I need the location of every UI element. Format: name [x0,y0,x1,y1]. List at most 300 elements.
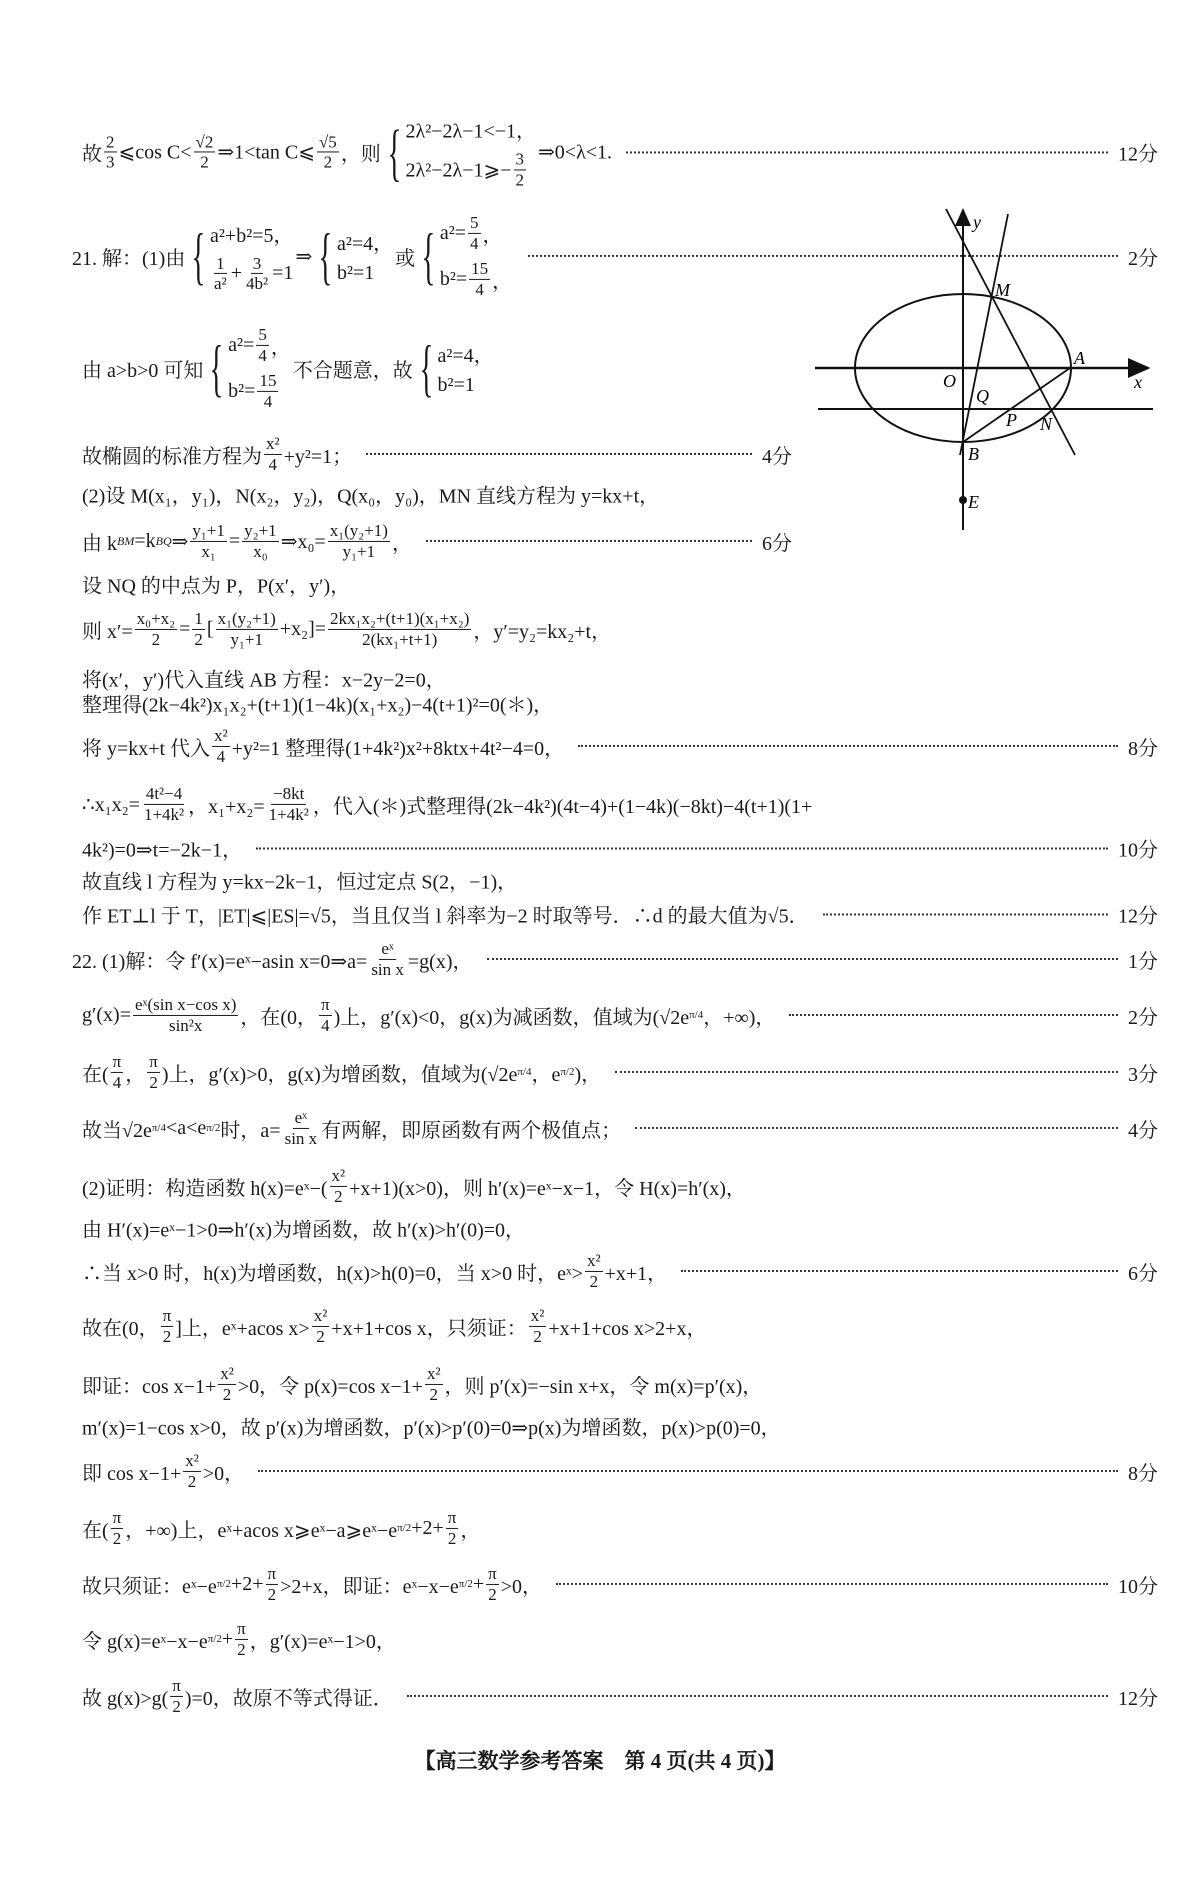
denominator: 2 [515,170,525,189]
denominator: 4 [112,1072,122,1092]
denominator: 4 [258,345,267,365]
text-run: <a<e [165,1116,207,1139]
text-run: )上，g′(x)<0，g(x)为减函数，值域为(√2e [333,1006,690,1029]
text-run: +x+1+cos x，只须证： [331,1317,527,1340]
label-m: M [995,280,1010,300]
text-run: 有两解，即原函数有两个极值点； [321,1119,622,1142]
solution-line [82,1214,1158,1243]
score-label: 3分 [1128,1063,1158,1086]
dot-leader [823,913,1108,915]
numerator: π [447,1507,457,1527]
fraction [369,939,406,979]
solution-line [82,1166,1158,1206]
numerator: x² [530,1305,545,1325]
fraction [218,1364,236,1404]
denominator: 4 [321,1015,330,1035]
line-content [82,900,809,929]
numerator: 1 [194,608,203,628]
dot-leader [789,1014,1118,1016]
brace-icon: { [419,332,434,403]
numerator: √2 [195,131,214,151]
dot-leader [407,1695,1108,1697]
text-run: +x₂]= [279,617,327,640]
denominator: x₁ [201,541,216,561]
line-content [82,834,242,863]
score-label: 4分 [1128,1119,1158,1142]
numerator: 4t²−4 [145,783,183,803]
fraction [142,784,186,824]
line-content [82,1564,542,1604]
text-run: ，y′=y₂=kx₂+t， [473,620,612,643]
text-run: = [228,529,241,552]
text-run: (2)证明：构造函数 h(x)=eˣ−( [82,1177,328,1200]
numerator: x² [220,1363,234,1383]
text-run: +x+1， [604,1262,668,1285]
score-label: 2分 [1128,1006,1158,1029]
line-content [82,1052,601,1092]
fraction [312,1306,330,1346]
text-run: 2λ²−2λ−1⩾− [405,159,512,181]
text-run: ⇒ [295,245,313,268]
numerator: eˣ [381,938,394,958]
solution-line [82,1412,1158,1441]
text-run: 或 [395,247,416,270]
text-run: b²=1 [336,262,375,284]
text-run: ，则 p′(x)=−sin x+x，令 m(x)=p′(x)， [444,1375,763,1398]
text-run: ，+∞)上，eˣ+acos x⩾eˣ−a⩾eˣ−e [125,1519,398,1542]
label-e: E [968,492,979,512]
text-run: ， [492,270,513,293]
subscript: BQ [155,533,172,548]
brace-icon: { [209,332,224,403]
text-run: 4k²)=0⇒t=−2k−1， [82,839,243,862]
line-content [82,1364,762,1404]
numerator: x² [587,1250,601,1270]
subscript: BM [117,533,135,548]
solution-line [82,1052,1158,1092]
solution-line [72,939,1158,979]
denominator: 1+4k² [268,804,309,824]
brace-icon: { [387,116,402,187]
numerator: eˣ [294,1107,308,1127]
denominator: 2 [187,1471,197,1491]
text-run: =k [134,529,156,552]
denominator: y₁+1 [230,629,263,649]
text-run: 在( [82,1063,109,1086]
score-label: 12分 [1118,905,1158,928]
text-run: a²= [228,333,255,356]
fraction [216,609,278,649]
text-run: ，+∞)， [703,1006,776,1029]
solution-line [82,726,1158,766]
dot-leader [635,1127,1118,1129]
text-run: 22. (1)解：令 f′(x)=eˣ−asin x=0⇒a= [72,950,368,973]
text-run: ，代入(＊)式整理得(2k−4k²)(4t−4)+(1−4k)(−8kt)−4(t+1)(1+ [312,795,813,818]
score-label: 8分 [1128,1462,1158,1485]
numerator: π [162,1305,172,1325]
denominator: 2 [200,152,209,172]
denominator: 2 [488,1584,497,1604]
text-run: ⩽cos C< [118,141,192,164]
numerator: y₂+1 [244,520,277,540]
line-content [82,1306,706,1346]
denominator: 1+4k² [143,804,185,824]
numerator: 1 [216,253,225,273]
text-run: b²= [228,379,256,402]
dot-leader [258,1470,1118,1472]
text-run: 设 NQ 的中点为 P，P(x′，y′)， [82,575,351,598]
fraction [425,1364,443,1404]
text-run: 则 x′= [82,620,133,643]
denominator: 2 [172,1696,181,1716]
text-run: ， [391,532,412,555]
denominator: 4b² [245,274,269,293]
denominator: 2 [151,629,161,649]
numerator: x² [185,1450,199,1470]
text-run: + [230,262,242,284]
label-x: x [1134,372,1142,392]
text-run: = [179,617,191,640]
text-run: ，在(0， [240,1006,318,1029]
text-run: 故在(0， [82,1317,159,1340]
line-content [82,1108,621,1148]
fraction [235,1619,248,1659]
solution-line [82,1306,1158,1346]
text-run: ，g′(x)=eˣ−1>0， [249,1630,396,1653]
numerator: 15 [471,259,489,278]
score-label: 6分 [762,532,792,555]
numerator: π [321,994,330,1014]
denominator: sin x [371,959,404,979]
text-run: 故直线 l 方程为 y=kx−2k−1，恒过定点 S(2，−1)， [82,871,518,894]
text-run: ∴x₁x₂= [82,793,140,816]
score-label: 10分 [1118,839,1158,862]
point-e [959,496,967,504]
solution-line [82,1364,1158,1404]
fraction [161,1306,174,1346]
solution-line [82,834,1158,863]
dot-leader [556,1583,1108,1585]
line-content [82,784,812,824]
fraction [147,1052,160,1092]
label-n: N [1040,414,1053,434]
numerator: 3 [252,253,262,273]
label-o: O [943,371,956,391]
numerator: x² [331,1165,346,1185]
text-run: ⇒x₀= [280,530,326,553]
line-content [82,1166,746,1206]
text-run: a²=4， [437,345,494,367]
superscript: π/2 [206,1122,221,1134]
text-run: ，x₁+x₂= [188,795,265,818]
label-a: A [1074,348,1085,368]
numerator: x² [313,1305,328,1325]
text-run: (2)设 M(x₁，y₁)，N(x₂，y₂)，Q(x₀，y₀)，MN 直线方程为 y=kx+t， [82,485,660,508]
text-run: )， [574,1063,602,1086]
denominator: 3 [106,152,115,172]
fraction [170,1676,183,1716]
text-run: 时，a= [220,1119,281,1142]
solution-line [82,900,1158,929]
numerator: −8kt [273,783,305,803]
line-content [82,1214,525,1243]
text-run: >0， [500,1575,543,1598]
text-run: =g(x)， [407,950,473,973]
denominator: 2 [323,152,333,172]
solution-line [82,866,1158,895]
text-run: b²= [439,267,468,290]
numerator: 5 [470,212,479,232]
denominator: 4 [263,391,273,411]
line-content [82,1508,480,1548]
dot-leader [615,1071,1118,1073]
text-run: 由 H′(x)=eˣ−1>0⇒h′(x)为增函数，故 h′(x)>h′(0)=0， [82,1219,526,1242]
numerator: 5 [258,324,267,344]
line-content [82,995,775,1035]
fraction [183,1451,201,1491]
denominator: 4 [470,233,479,253]
fraction [319,995,332,1035]
numerator: π [112,1051,122,1071]
fraction [135,609,177,649]
label-q: Q [976,386,989,406]
numerator: y₁+1 [192,520,225,540]
superscript: π/4 [151,1122,166,1134]
denominator: 2 [447,1528,457,1548]
numerator: x² [266,433,280,453]
text-run: m′(x)=1−cos x>0，故 p′(x)为增函数，p′(x)>p′(0)=0⇒p(x)为增函数，p(x)>p(0)=0， [82,1417,781,1440]
text-run: 即证：cos x−1+ [82,1375,217,1398]
fraction [266,1564,279,1604]
fraction [133,995,238,1035]
label-p: P [1006,410,1017,430]
text-run: ， [270,336,291,359]
text-run: ]上，eˣ+acos x> [175,1317,310,1340]
denominator: 2 [237,1639,246,1659]
denominator: 4 [216,746,226,766]
text-run: =1 [272,262,294,284]
text-run: +x+1+cos x>2+x， [548,1317,707,1340]
text-run: ∴当 x>0 时，h(x)为增函数，h(x)>h(0)=0，当 x>0 时，eˣ> [82,1262,584,1285]
line-content [82,1412,781,1441]
text-run: )=0，故原不等式得证． [184,1687,393,1710]
text-run: 将(x′，y′)代入直线 AB 方程：x−2y−2=0， [82,669,446,692]
fraction [529,1306,547,1346]
denominator: 2 [149,1072,158,1092]
numerator: π [172,1675,181,1695]
text-run: ， [460,1519,481,1542]
fraction [585,1251,603,1291]
fraction [111,1508,124,1548]
fraction [328,609,471,649]
brace-icon: { [421,220,436,291]
text-run: +y²=1 整理得(1+4k²)x²+8ktx+4t²−4=0， [231,737,565,760]
line-content [82,1251,667,1291]
score-label: 2分 [1128,247,1158,270]
line-content [82,726,564,766]
fraction [283,1108,320,1148]
text-run: 即 cos x−1+ [82,1462,182,1485]
text-run: ，e [531,1063,561,1086]
score-label: 6分 [1128,1262,1158,1285]
text-run: b²=1 [437,374,475,396]
text-run: + [472,1572,485,1595]
solution-line [82,1619,1158,1659]
dot-leader [681,1270,1118,1272]
denominator: 2 [316,1326,325,1346]
text-run: + [221,1627,234,1650]
brace-icon: { [191,220,206,291]
numerator: 2kx₁x₂+(t+1)(x₁+x₂) [330,608,470,628]
text-run: ⇒ [171,530,189,553]
fraction [111,1052,124,1092]
solution-line [82,1251,1158,1291]
fraction [192,609,205,649]
dot-leader [487,958,1118,960]
text-run: a²+b²=5， [210,224,294,247]
superscript: π/2 [216,1578,231,1590]
score-label: 1分 [1128,950,1158,973]
text-run: 令 g(x)=eˣ−x−e [82,1630,208,1653]
text-run: 不合题意，故 [292,359,413,382]
solution-line [82,784,1158,824]
denominator: 2 [222,1384,232,1404]
dot-leader [578,745,1118,747]
text-run: 故当√2e [82,1119,152,1142]
text-run: +2+ [230,1572,264,1595]
numerator: π [237,1618,246,1638]
text-run: >0，令 p(x)=cos x−1+ [237,1375,423,1398]
text-run: a²= [439,221,466,244]
denominator: x₀ [253,541,268,561]
numerator: 2 [106,131,115,151]
solution-line [82,1108,1158,1148]
score-label: 12分 [1118,1687,1158,1710]
fraction [486,1564,499,1604]
text-run: 故只须证：eˣ−e [82,1575,217,1598]
denominator: a² [214,274,227,293]
text-run: 由 k [82,532,117,555]
numerator: π [112,1507,122,1527]
numerator: π [488,1563,497,1583]
line-content [82,1676,393,1716]
denominator: y₁+1 [342,541,376,561]
brace-icon: { [318,220,333,291]
text-run: 整理得(2k−4k²)x₁x₂+(t+1)(1−4k)(x₁+x₂)−4(t+1)²=0(＊)， [82,694,554,717]
superscript: π/2 [458,1578,473,1590]
numerator: x₁(y₂+1) [329,520,388,540]
line-content [82,1619,396,1659]
text-run: ⇒0<λ<1. [538,141,613,164]
solution-line [82,1451,1158,1491]
text-run: +x+1)(x>0)，则 h′(x)=eˣ−x−1，令 H(x)=h′(x)， [349,1177,746,1200]
numerator: √5 [318,131,337,151]
score-label: 4分 [762,445,792,468]
superscript: π/2 [207,1633,222,1645]
solution-line [82,1676,1158,1716]
text-run: ，则 [340,143,381,166]
line-content [82,1451,244,1491]
numerator: x² [426,1363,441,1383]
text-run: [ [206,617,214,640]
line-content [82,866,517,895]
numerator: x₀+x₂ [136,608,176,628]
text-run: >0， [202,1462,245,1485]
text-run: >2+x，即证：eˣ−x−e [280,1575,459,1598]
denominator: sin x [284,1128,318,1148]
score-label: 8分 [1128,737,1158,760]
score-label: 12分 [1118,143,1158,166]
text-run: 21. 解：(1)由 [72,247,186,270]
score-label: 10分 [1118,1575,1158,1598]
superscript: π/4 [689,1009,704,1021]
page-footer: 【高三数学参考答案 第 4 页(共 4 页)】 [414,1749,786,1773]
text-run: g′(x)= [82,1003,131,1026]
label-b: B [968,444,979,464]
text-run: ⇒1<tan C⩽ [217,141,315,164]
denominator: 2 [429,1384,438,1404]
text-run: 故 g(x)>g( [82,1687,169,1710]
solution-line [82,995,1158,1035]
denominator: 2 [267,1584,277,1604]
numerator: x₁(y₂+1) [217,608,276,628]
denominator: 2 [334,1186,343,1206]
line-content [82,689,553,718]
denominator: 2 [589,1271,599,1291]
denominator: 2 [194,629,203,649]
denominator: 4 [268,454,278,474]
solution-line [82,1564,1158,1604]
line-content [72,939,473,979]
solution-line [82,689,1158,718]
numerator: eˣ(sin x−cos x) [134,994,237,1014]
text-run: 将 y=kx+t 代入 [82,737,211,760]
text-run: +2+ [411,1516,444,1539]
numerator: x² [214,725,228,745]
superscript: π/2 [560,1066,575,1078]
solution-line [82,609,1158,649]
ellipse-diagram [0,0,1200,600]
denominator: 2 [533,1326,542,1346]
text-run: 故椭圆的标准方程为 [82,445,262,468]
fraction [446,1508,459,1548]
fraction [267,784,311,824]
solution-line [82,1508,1158,1548]
denominator: 2(kx₁+t+1) [362,629,438,649]
numerator: π [267,1563,277,1583]
text-run: 在( [82,1519,109,1542]
text-run: ， [482,224,503,247]
text-run: 故 [82,143,102,166]
text-run: 作 ET⊥l 于 T，|ET|⩽|ES|=√5，当且仅当 l 斜率为−2 时取等号．∴d 的最大值为√5． [82,905,809,928]
denominator: sin²x [168,1015,203,1035]
dot-leader [256,847,1108,849]
superscript: π/2 [397,1522,412,1534]
fraction [330,1166,348,1206]
fraction [212,726,230,766]
denominator: 4 [475,279,484,299]
label-y: y [973,212,981,232]
superscript: π/4 [517,1066,532,1078]
numerator: 3 [515,149,525,169]
text-run: +y²=1； [283,445,353,468]
line-content [82,609,611,649]
text-run: a²=4， [336,233,394,255]
denominator: 2 [162,1326,172,1346]
numerator: π [149,1051,158,1071]
numerator: 15 [259,371,277,390]
text-run: 2λ²−2λ−1<−1， [405,120,537,143]
